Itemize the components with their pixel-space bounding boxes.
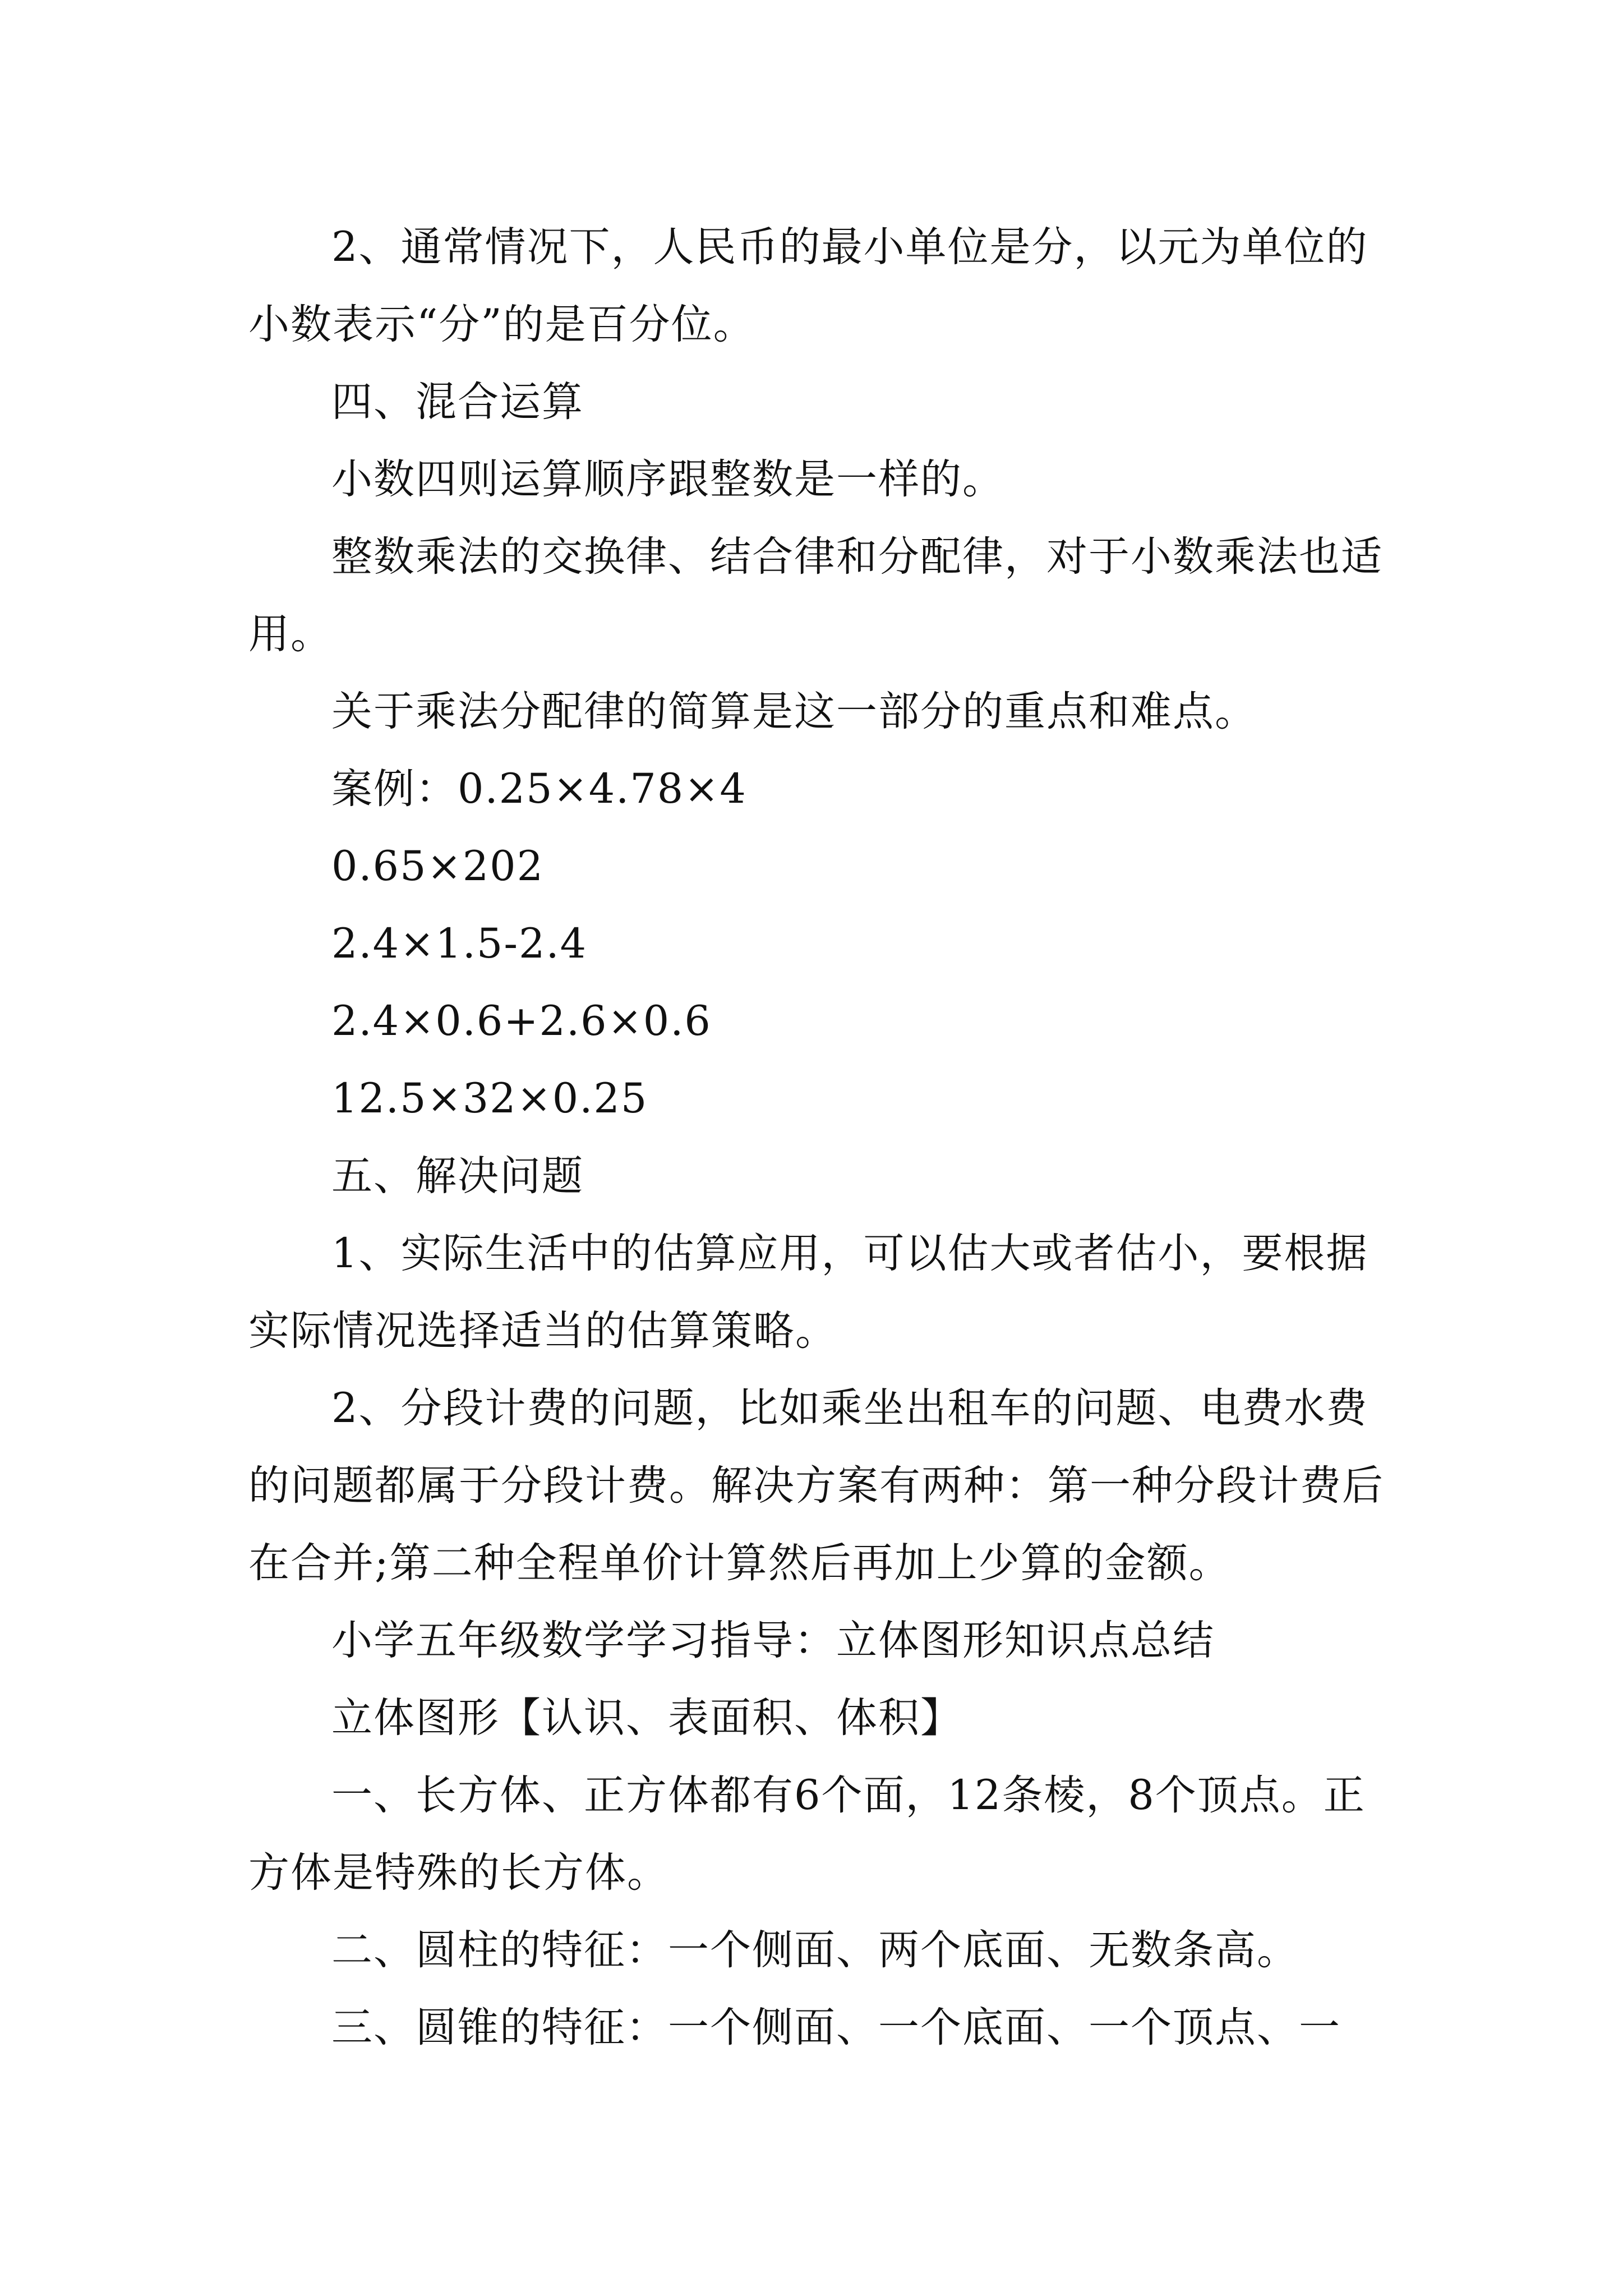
paragraph-estimation: 1、实际生活中的估算应用，可以估大或者估小，要根据实际情况选择适当的估算策略。 bbox=[248, 1230, 1368, 1355]
paragraph-distributive-focus: 关于乘法分配律的简算是这一部分的重点和难点。 bbox=[331, 688, 1257, 735]
paragraph-cylinder: 二、圆柱的特征：一个侧面、两个底面、无数条高。 bbox=[331, 1926, 1299, 1974]
paragraph-operation-order: 小数四则运算顺序跟整数是一样的。 bbox=[331, 455, 1004, 503]
example-line-1: 案例：0.25×4.78×4 bbox=[331, 765, 747, 813]
heading-mixed-operations: 四、混合运算 bbox=[331, 378, 584, 426]
example-line-2: 0.65×202 bbox=[331, 843, 545, 890]
example-line-3: 2.4×1.5-2.4 bbox=[331, 920, 588, 968]
example-line-5: 12.5×32×0.25 bbox=[331, 1075, 648, 1122]
heading-problem-solving: 五、解决问题 bbox=[331, 1152, 584, 1200]
paragraph-rmb-unit: 2、通常情况下，人民币的最小单位是分，以元为单位的小数表示“分”的是百分位。 bbox=[248, 223, 1368, 348]
paragraph-tiered-billing: 2、分段计费的问题，比如乘坐出租车的问题、电费水费的问题都属于分段计费。解决方案有两种：第一种分段计费后在合并;第二种全程单价计算然后再加上少算的金额。 bbox=[248, 1384, 1384, 1587]
example-line-4: 2.4×0.6+2.6×0.6 bbox=[331, 997, 712, 1045]
paragraph-laws: 整数乘法的交换律、结合律和分配律，对于小数乘法也适用。 bbox=[248, 533, 1383, 658]
document-body bbox=[248, 209, 1387, 2067]
subtitle-solid-figures: 立体图形【认识、表面积、体积】 bbox=[331, 1694, 962, 1742]
paragraph-cuboid-cube: 一、长方体、正方体都有6个面，12条棱，8个顶点。正方体是特殊的长方体。 bbox=[248, 1772, 1366, 1897]
paragraph-cone: 三、圆锥的特征：一个侧面、一个底面、一个顶点、一 bbox=[331, 2004, 1341, 2051]
section-title-solid-figures: 小学五年级数学学习指导：立体图形知识点总结 bbox=[331, 1617, 1215, 1664]
